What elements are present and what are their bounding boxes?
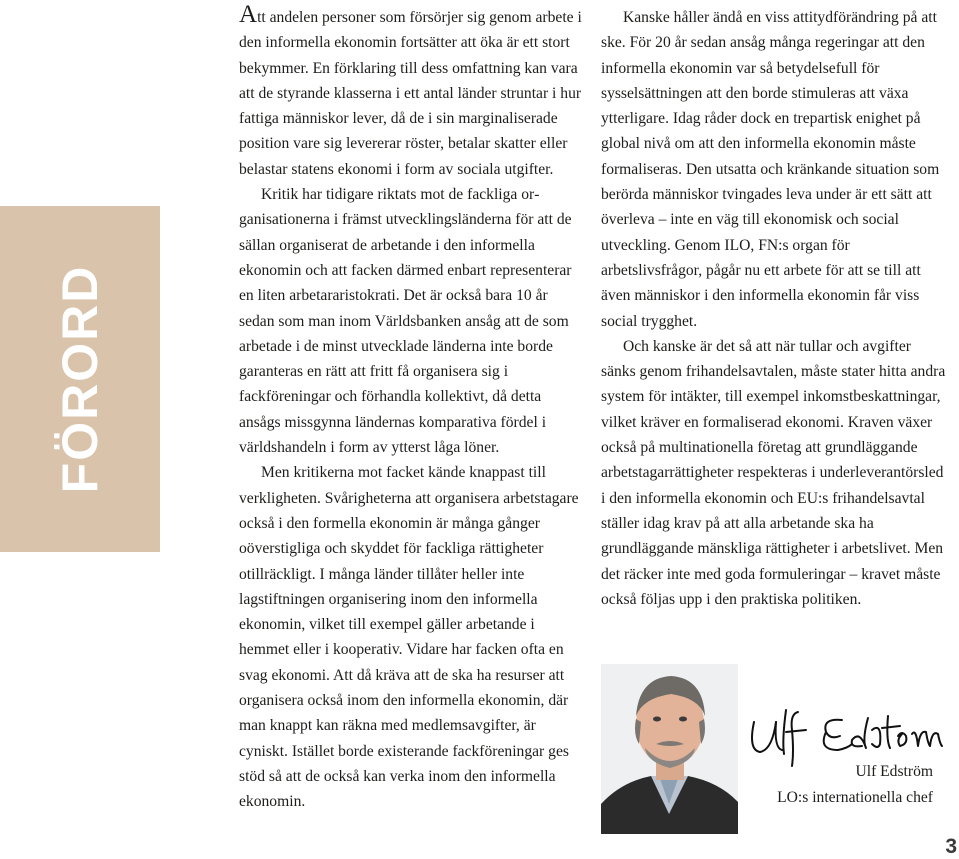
right-column <box>601 5 946 612</box>
paragraph: Och kanske är det så att när tullar och avgifter sänks genom frihandelsavtalen, måste stater hitta andra system för intäkter, till exempel inkomstbeskattningar, vilket kräver en formaliserad ekonomi. Kraven växer också på multinationella företag att grundläggande arbetstagarrättigheter respekteras i underleverantörsled i den informella ekonomin och EU:s frihandelsavtal ställer idag krav på att alla arbetande ska ha grundläggande mänskliga rättigheter i arbetslivet. Men det räcker inte med goda formuleringar – kravet måste också följas upp i den praktiska politiken. <box>601 337 946 608</box>
paragraph: Men kritikerna mot facket kände knappast till verkligheten. Svårigheterna att organisera arbetstagare också i den formella ekonomin är många gånger oöverstigliga och skyddet för fackliga rättigheter otillräckligt. I många länder tillåter heller inte lagstiftningen organisering inom den informella ekonomin, vilket till exempel gäller arbetande i hemmet eller i kooperativ. Vidare har facken ofta en svag ekonomi. Att då kräva att de ska ha resurser att organisera också inom den informella ekonomin, där man knappt kan räkna med medlemsavgifter, är cyniskt. Istället borde existerande fackföreningar ges stöd så att de också kan verka inom den informella ekonomin. <box>239 464 579 811</box>
author-portrait <box>601 664 738 834</box>
page-number: 3 <box>945 835 957 858</box>
section-title: FÖRORD <box>52 264 108 494</box>
paragraph: Kanske håller ändå en viss attitydförändring på att ske. För 20 år sedan ansåg många regeringar att den informella ekonomin var så betydelsefull för sysselsättningen att den borde stimuleras att växa ytterligare. Idag råder dock en trepartisk enighet på global nivå om att den informella ekonomin måste formaliseras. Den utsatta och kränkande situation som berörda människor tvingades leva under är ett sätt att överleva – inte en väg till ekonomisk och social utveckling. Genom ILO, FN:s organ för arbetslivsfrågor, pågår nu ett arbete för att se till att även människor i den informella ekonomin får viss social trygghet. <box>601 9 940 330</box>
drop-cap: A <box>239 1 258 28</box>
left-column <box>239 1 584 815</box>
section-tab <box>0 206 160 552</box>
signatory-name: Ulf Edström <box>855 763 933 780</box>
handwritten-signature <box>742 700 947 772</box>
signatory-title: LO:s internationella chef <box>777 789 933 806</box>
paragraph: Kritik har tidigare riktats mot de fackliga organisationerna i främst utvecklingsländerna för att de sällan organiserat de arbetande i den informella ekonomin och att facken därmed enbart representerar en liten arbetararistokrati. Det är också bara 10 år sedan som man inom Världsbanken ansåg att de som arbetade i de minst utvecklade länderna inte borde garanteras en rätt att fritt få organisera sig i fackföreningar och förhandla kollektivt, då detta ansågs missgynna ländernas komparativa fördel i världshandeln i form av ytterst låga löner. <box>239 186 572 457</box>
paragraph <box>239 1 584 182</box>
paragraph-text: tt andelen personer som försörjer sig genom arbete i den informella ekonomin fortsätter att öka är ett stort bekymmer. En förklaring till dess omfattning kan vara att de styrande klasserna i ett antal länder struntar i hur fattiga människor lever, då de i sin marginaliserade position vare sig levererar röster, betalar skatter eller belastar statens ekonomi i form av sociala utgifter. <box>239 9 582 178</box>
